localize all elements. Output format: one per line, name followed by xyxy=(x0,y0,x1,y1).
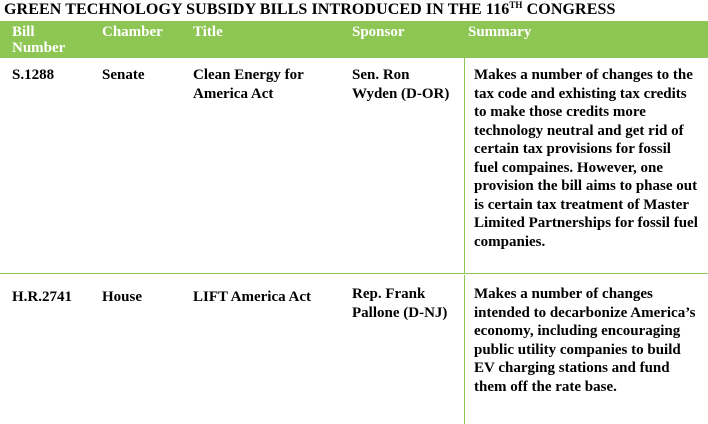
document-title-superscript: TH xyxy=(509,0,523,10)
row-2-chamber: House xyxy=(102,289,143,305)
row-1-chamber: Senate xyxy=(102,67,145,83)
row-2-summary: Makes a number of changes intended to decarbonize America’s economy, including encouraging public utility companies to build EV charging stations and fund them off the rate base. xyxy=(464,275,698,424)
header-title: Title xyxy=(193,24,223,40)
row-1-title: Clean Energy for America Act xyxy=(193,67,304,102)
row-divider xyxy=(0,273,708,274)
row-2-title: LIFT America Act xyxy=(193,289,312,305)
row-2-bill-number: H.R.2741 xyxy=(12,289,72,305)
document-title-main: GREEN TECHNOLOGY SUBSIDY BILLS INTRODUCED IN THE 116 xyxy=(4,1,510,18)
header-chamber: Chamber xyxy=(102,24,163,40)
row-1-summary: Makes a number of changes to the tax code and exhisting tax credits to make those credits more technology neutral and get rid of certain tax provisions for fossil fuel compaines. However, one provision the bill aims to phase out is certain tax treatment of Master Limited Partnerships for fossil fuel companies. xyxy=(464,58,698,273)
row-1-sponsor: Sen. Ron Wyden (D-OR) xyxy=(352,67,450,102)
header-bill-number: Bill Number xyxy=(12,24,66,56)
document-title xyxy=(4,0,704,20)
row-1-bill-number: S.1288 xyxy=(12,67,55,83)
document-title-end: CONGRESS xyxy=(522,1,616,18)
header-sponsor: Sponsor xyxy=(352,24,405,40)
table-header xyxy=(0,21,708,58)
header-summary: Summary xyxy=(468,24,532,40)
row-2-sponsor: Rep. Frank Pallone (D-NJ) xyxy=(352,286,448,321)
